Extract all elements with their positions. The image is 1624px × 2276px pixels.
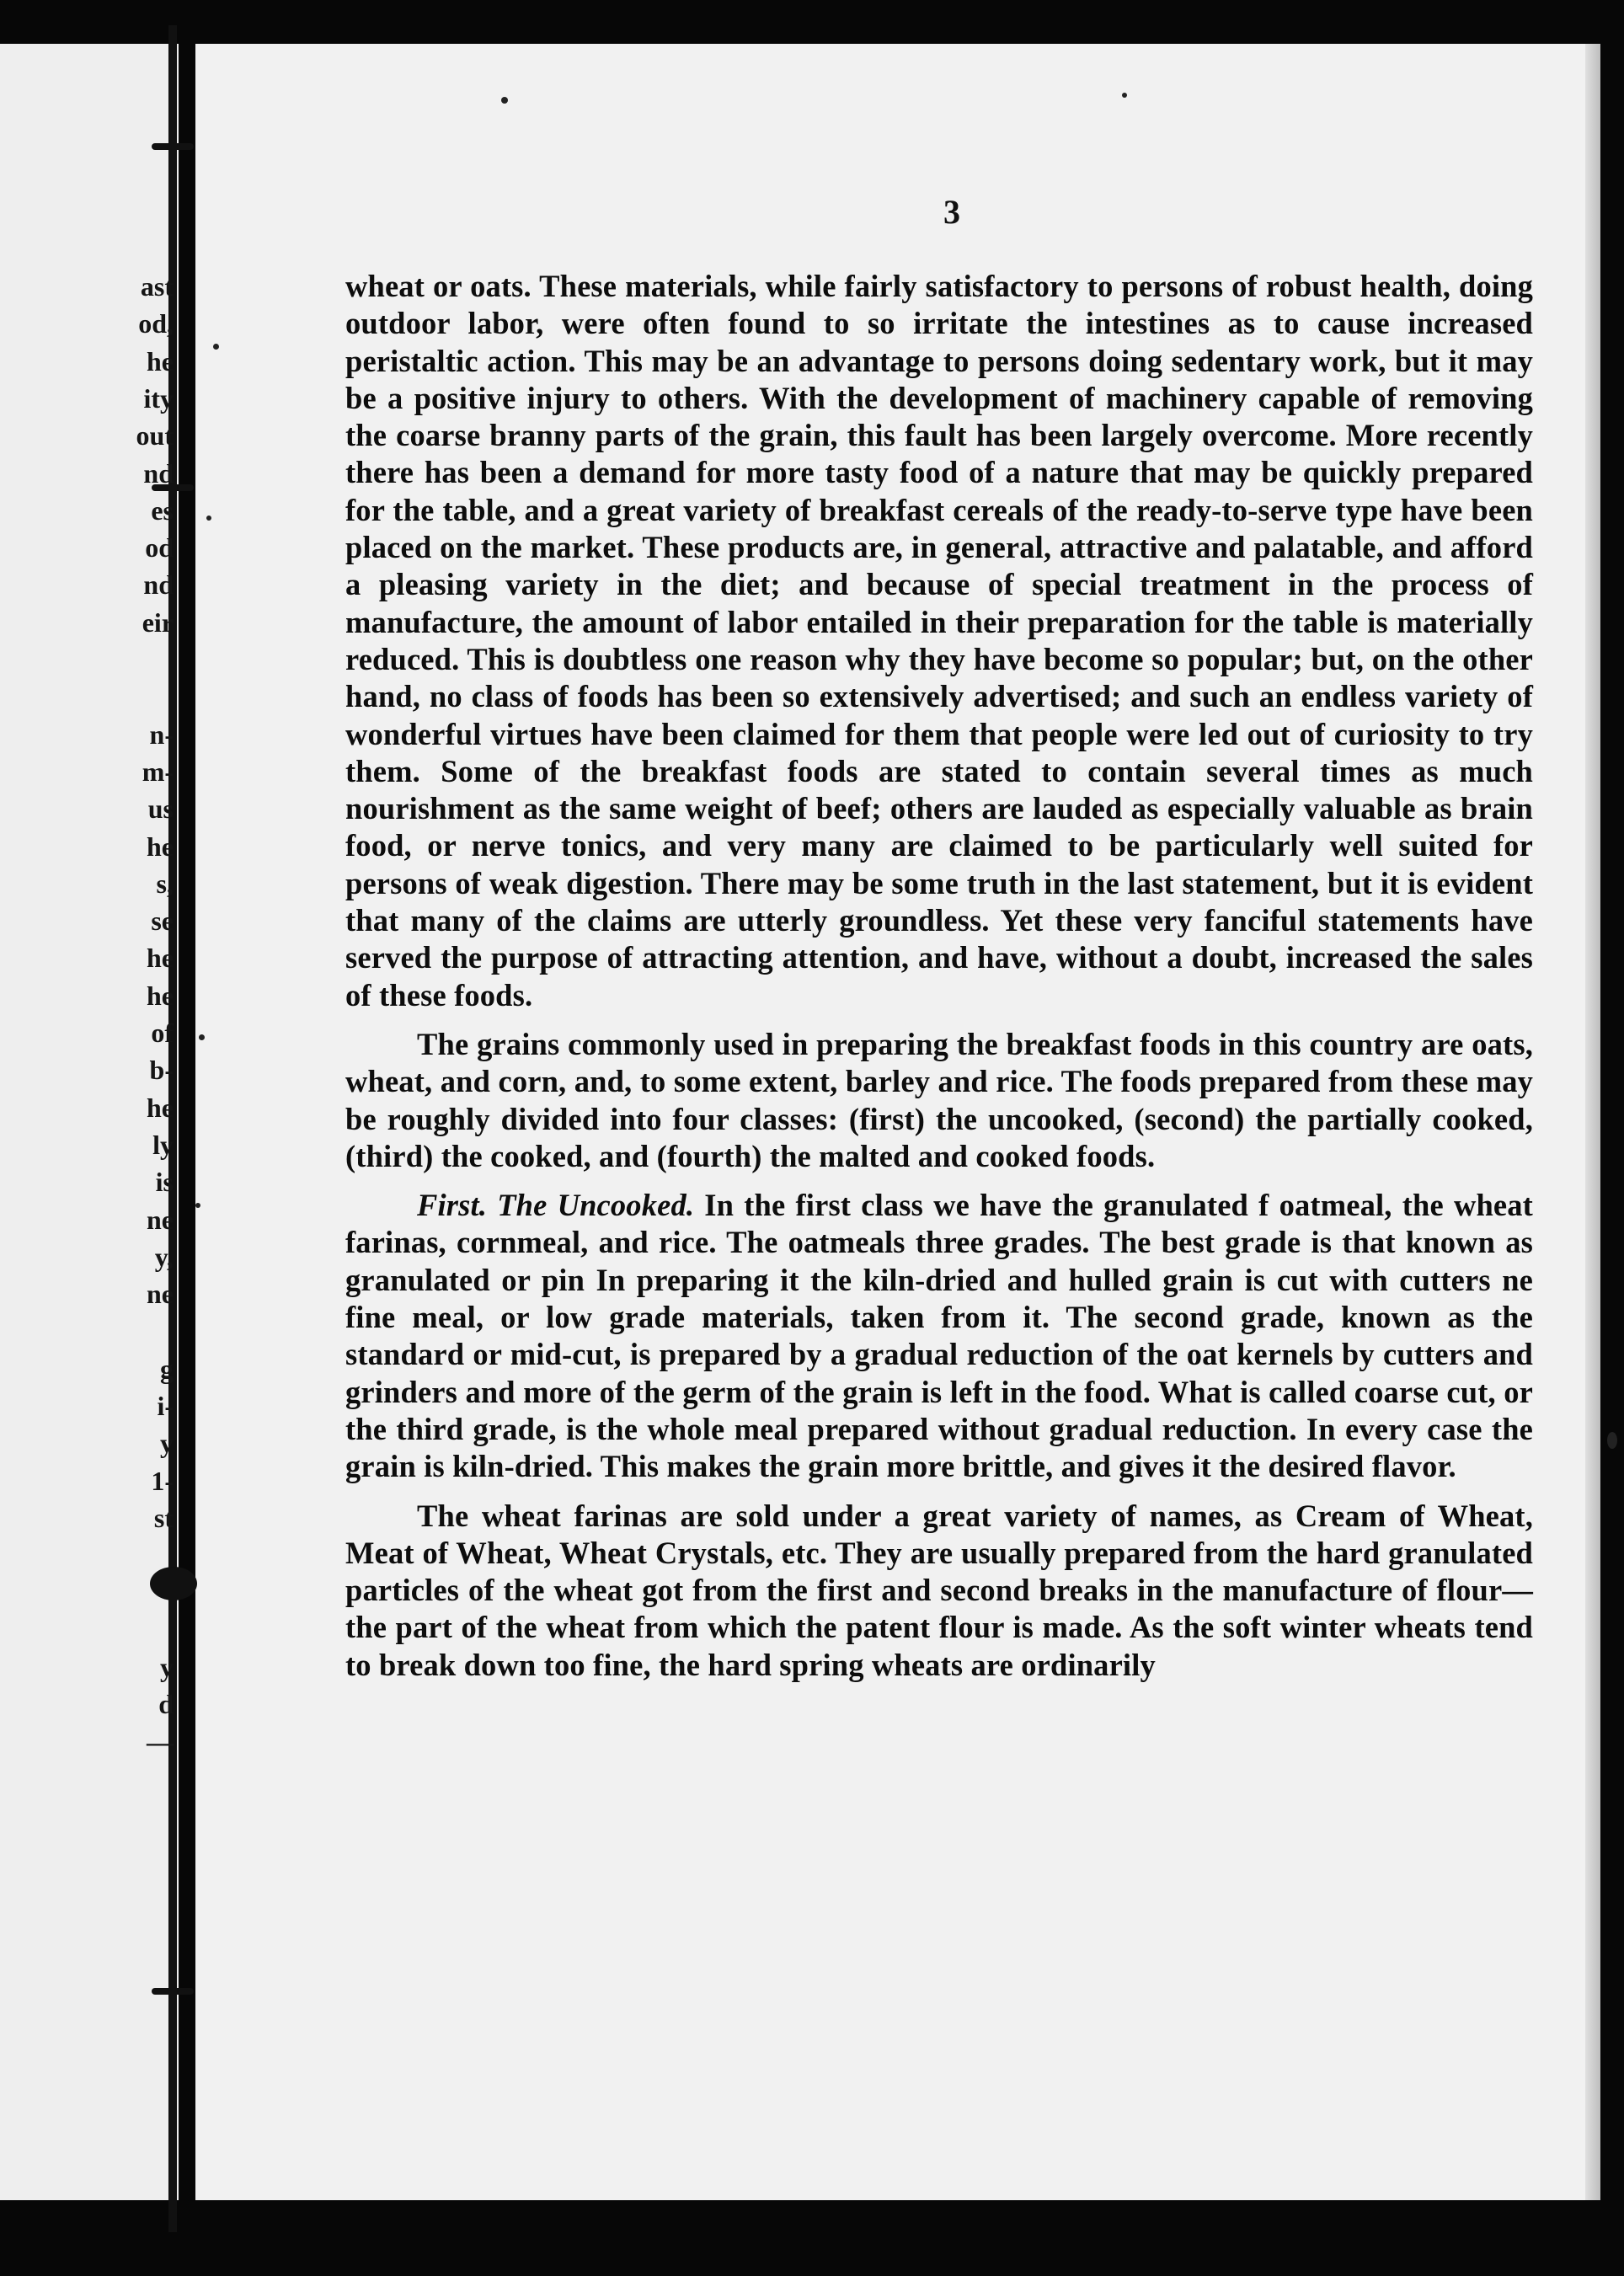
left-page-fragment: y — [160, 1428, 174, 1459]
binding-mark — [152, 143, 194, 150]
section-lead: First. The Uncooked. — [417, 1188, 695, 1223]
left-page-fragment: 1- — [151, 1465, 174, 1496]
scan-speck — [213, 344, 219, 350]
left-page-fragment: y, — [154, 1241, 174, 1272]
page-number: 3 — [943, 193, 960, 231]
left-page-fragment: od, — [138, 308, 174, 339]
left-page-fragment: he — [147, 831, 174, 862]
left-page-fragment: ly — [152, 1129, 174, 1160]
left-page-fragment: us — [147, 793, 174, 825]
left-page-fragment: b- — [149, 1055, 174, 1086]
left-page-fragment: y — [160, 1652, 174, 1683]
left-page-fragment: ne — [147, 1204, 174, 1235]
left-page-fragment: nd — [143, 457, 174, 489]
left-page-fragment: he — [147, 345, 174, 377]
paragraph-4 — [345, 1498, 1533, 1684]
left-page-fragment: s, — [156, 868, 174, 899]
left-page-fragment: se — [151, 906, 174, 937]
scan-speck — [501, 97, 508, 104]
paragraph-2 — [345, 1026, 1533, 1175]
page-edge-shadow — [1585, 44, 1600, 2200]
scan-speck — [1122, 93, 1127, 98]
left-page-fragment: — — [147, 1726, 174, 1757]
page-body — [345, 268, 1533, 1684]
left-page-fragment: nd — [143, 569, 174, 601]
left-page-fragment: es — [151, 494, 174, 526]
left-page-fragment: od — [145, 532, 174, 564]
paragraph-text: The grains commonly used in preparing the breakfast foods in this country are oats, wheat, and corn, and, to some extent, barley and rice. The foods prepared from these may be roughly divided into four classes: (first) the uncooked, (second) the partially cooked, (third) the cooked, and (fourth) the malted and cooked foods. — [345, 1026, 1533, 1173]
left-page-fragment: st — [153, 1502, 174, 1533]
left-page-fragment: is — [155, 1167, 174, 1198]
left-page-fragment: he — [147, 943, 174, 974]
left-page-fragment: ne — [147, 1279, 174, 1310]
left-page-fragment: m- — [142, 756, 174, 787]
left-page-fragment: i- — [157, 1391, 174, 1421]
paragraph-1 — [345, 268, 1533, 1014]
left-page-fragment: eir — [142, 606, 174, 638]
paragraph-3 — [345, 1187, 1533, 1485]
scan-speck — [199, 1034, 205, 1040]
left-page-fragment: ity — [143, 382, 174, 414]
left-page-fragment: d — [158, 1689, 174, 1720]
paragraph-text: In the first class we have the granulated f oatmeal, the wheat farinas, cornmeal, and rice. The oatmeals three grades. The best grade is that known as granulated or pin In preparing it the kiln-dried and hulled grain is cut with cutters ne fine meal, or low grade materials, taken from it. The second grade, known as the standard or mid-cut, is prepared by a gradual reduction of the oat kernels by cutters and grinders and more of the germ of the grain is left in the food. What is called coarse cut, or the third grade, is the whole meal prepared without gradual reduction. In every case the grain is kiln-dried. This makes the grain more brittle, and gives it the desired flavor. — [345, 1188, 1533, 1484]
left-page-fragment: he — [147, 1092, 174, 1123]
scan-speck — [195, 1203, 200, 1208]
left-page-fragment: out — [136, 420, 174, 451]
left-page-fragment: ast — [140, 271, 174, 302]
left-page-fragment: g — [160, 1353, 174, 1384]
paragraph-text: wheat or oats. These materials, while fairly satisfactory to persons of robust health, doing outdoor labor, were often found to so irritate the intestines as to cause increased peristaltic action. This may be an advantage to persons doing sedentary work, but it may be a positive injury to others. With the development of machinery capable of removing the coarse branny parts of the grain, this fault has been largely overcome. More recently there has been a demand for more tasty food of a nature that may be quickly prepared for the table, and a great variety of breakfast cereals of the ready-to-serve type have been placed on the market. These products are, in general, attractive and palatable, and afford a pleasing variety in the diet; and because of special treatment in the process of manufacture, the amount of labor entailed in their preparation for the table is materially reduced. This is doubtless one reason why they have become so popular; but, on the other hand, no class of foods has been so extensively advertised; and such an endless variety of wonderful virtues have been claimed for them that people were led out of curiosity to try them. Some of the breakfast foods are stated to contain several times as much nourishment as the same weight of beef; others are lauded as especially valuable as brain food, or nerve tonics, and very many are claimed to be particularly well suited for persons of weak digestion. There may be some truth in the last statement, but it is evident that many of the claims are utterly groundless. Yet these very fanciful statements have served the purpose of attracting attention, and have, without a doubt, increased the sales of these foods. — [345, 269, 1533, 1012]
binding-blot — [150, 1567, 197, 1600]
left-page-fragment: of — [151, 1018, 174, 1048]
left-page-fragment: n- — [149, 719, 174, 750]
binding-mark — [152, 1988, 194, 1995]
paragraph-text: The wheat farinas are sold under a great variety of names, as Cream of Wheat, Meat of Wheat, Wheat Crystals, etc. They are usually prepared from the hard granulated particles of the wheat got from the first and second breaks in the manufacture of flour—the part of the wheat from which the patent flour is made. As the soft winter wheats tend to break down too fine, the hard spring wheats are ordinarily — [345, 1498, 1533, 1682]
scan-speck — [1607, 1432, 1617, 1449]
scan-speck — [206, 516, 211, 521]
left-page-fragment: he — [147, 980, 174, 1011]
